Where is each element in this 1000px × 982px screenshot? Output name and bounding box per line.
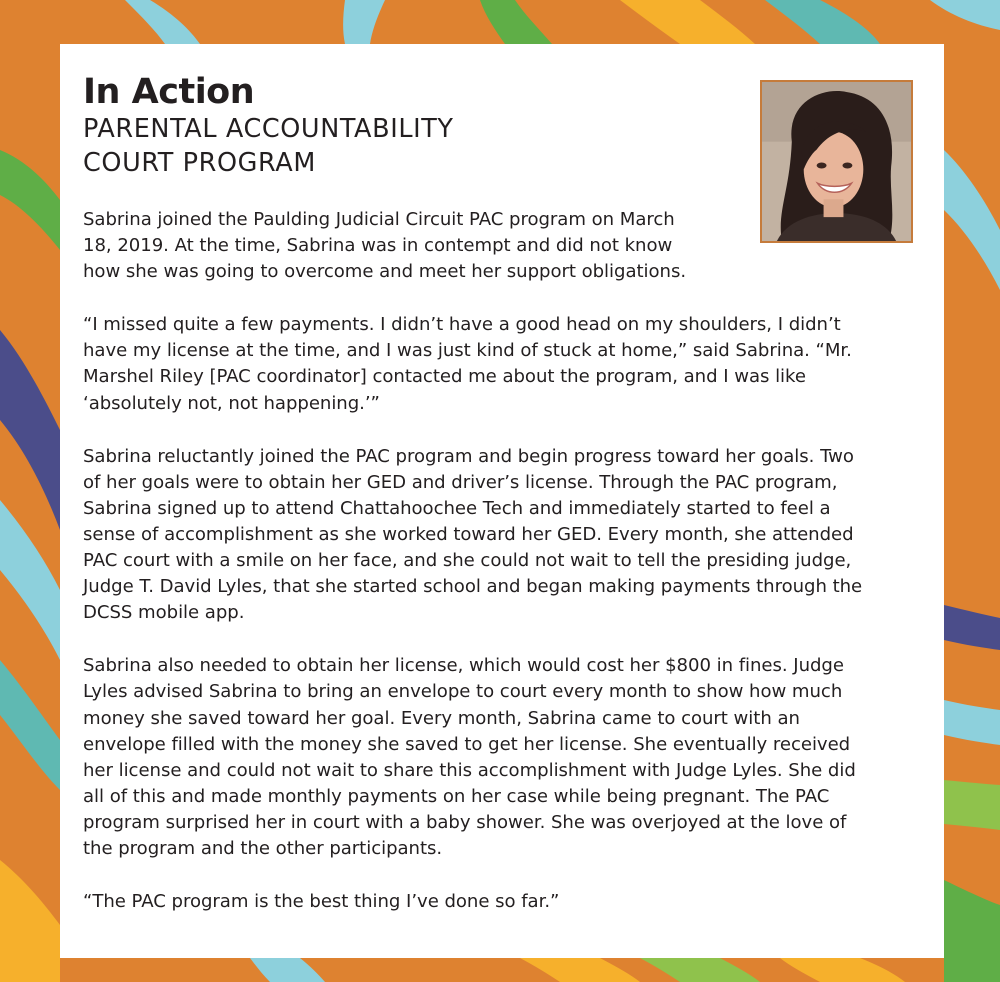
story-card <box>60 44 944 958</box>
paragraph-closing-quote <box>83 889 922 915</box>
paragraph-license <box>83 653 922 862</box>
text-line: have my license at the time, and I was just kind of stuck at home,” said Sabrina. “Mr. <box>83 340 852 362</box>
swoosh-teal-left <box>0 500 60 660</box>
swoosh-lightgreen-right <box>944 780 1000 830</box>
text-line: of her goals were to obtain her GED and driver’s license. Through the PAC program, <box>83 471 838 493</box>
swoosh-teal-bottom <box>250 958 325 982</box>
text-line: Lyles advised Sabrina to bring an envelope to court every month to show how much <box>83 681 843 703</box>
text-line: the program and the other participants. <box>83 837 443 859</box>
text-line: money she saved toward her goal. Every month, Sabrina came to court with an <box>83 707 800 729</box>
text-line: PAC court with a smile on her face, and she could not wait to tell the presiding judge, <box>83 550 852 572</box>
story-body <box>83 207 922 915</box>
text-line: envelope filled with the money she saved to get her license. She eventually received <box>83 733 851 755</box>
swoosh-yellow-top <box>620 0 755 44</box>
text-line: her license and could not wait to share this accomplishment with Judge Lyles. She did <box>83 759 856 781</box>
text-line: DCSS mobile app. <box>83 602 245 624</box>
swoosh-teal-corner <box>930 0 1000 30</box>
subtitle-line: COURT PROGRAM <box>83 148 316 178</box>
text-line: Sabrina joined the Paulding Judicial Circuit PAC program on March <box>83 209 675 230</box>
swoosh-green-right-bottom <box>944 880 1000 982</box>
paragraph-quote <box>83 312 922 416</box>
subtitle-line: PARENTAL ACCOUNTABILITY <box>83 114 454 144</box>
swoosh-green-left <box>0 150 60 250</box>
portrait-photo-icon <box>762 82 911 241</box>
text-line: Judge T. David Lyles, that she started school and began making payments through the <box>83 576 863 598</box>
swoosh-lightgreen-bottom <box>640 958 760 982</box>
text-line: “The PAC program is the best thing I’ve done so far.” <box>83 891 560 913</box>
text-line: program surprised her in court with a baby shower. She was overjoyed at the love of <box>83 811 847 833</box>
text-line: Sabrina also needed to obtain her license, which would cost her $800 in fines. Judge <box>83 655 844 677</box>
text-line: how she was going to overcome and meet her support obligations. <box>83 261 687 283</box>
swoosh-purple-left <box>0 330 60 530</box>
text-line: ‘absolutely not, not happening.’” <box>83 392 380 414</box>
text-line: all of this and made monthly payments on her case while being pregnant. The PAC <box>83 785 830 807</box>
paragraph-progress <box>83 444 922 627</box>
text-line: Sabrina reluctantly joined the PAC program and begin progress toward her goals. Two <box>83 445 854 467</box>
page-title: In Action <box>83 72 255 112</box>
swoosh-teal-right <box>944 150 1000 290</box>
text-line: sense of accomplishment as she worked toward her GED. Every month, she attended <box>83 523 854 545</box>
text-line: Sabrina signed up to attend Chattahoochee Tech and immediately started to feel a <box>83 497 831 519</box>
swoosh-yellow-left <box>0 860 60 982</box>
swoosh-yellow-bottom-right <box>780 958 905 982</box>
text-line: “I missed quite a few payments. I didn’t have a good head on my shoulders, I didn’t <box>83 314 841 336</box>
swoosh-green-top <box>480 0 552 44</box>
swoosh-yellow-bottom <box>520 958 640 982</box>
swoosh-teal-top <box>343 0 385 44</box>
swoosh-purple-right <box>944 605 1000 650</box>
swoosh-teal-left-lower <box>0 660 60 790</box>
portrait-photo <box>760 80 913 243</box>
swoosh-teal-right-lower <box>944 700 1000 745</box>
text-line: 18, 2019. At the time, Sabrina was in contempt and did not know <box>83 235 673 257</box>
text-line: Marshel Riley [PAC coordinator] contacted me about the program, and I was like <box>83 366 806 388</box>
swoosh-teal-top-left <box>125 0 200 44</box>
swoosh-teal-top-right <box>765 0 880 44</box>
